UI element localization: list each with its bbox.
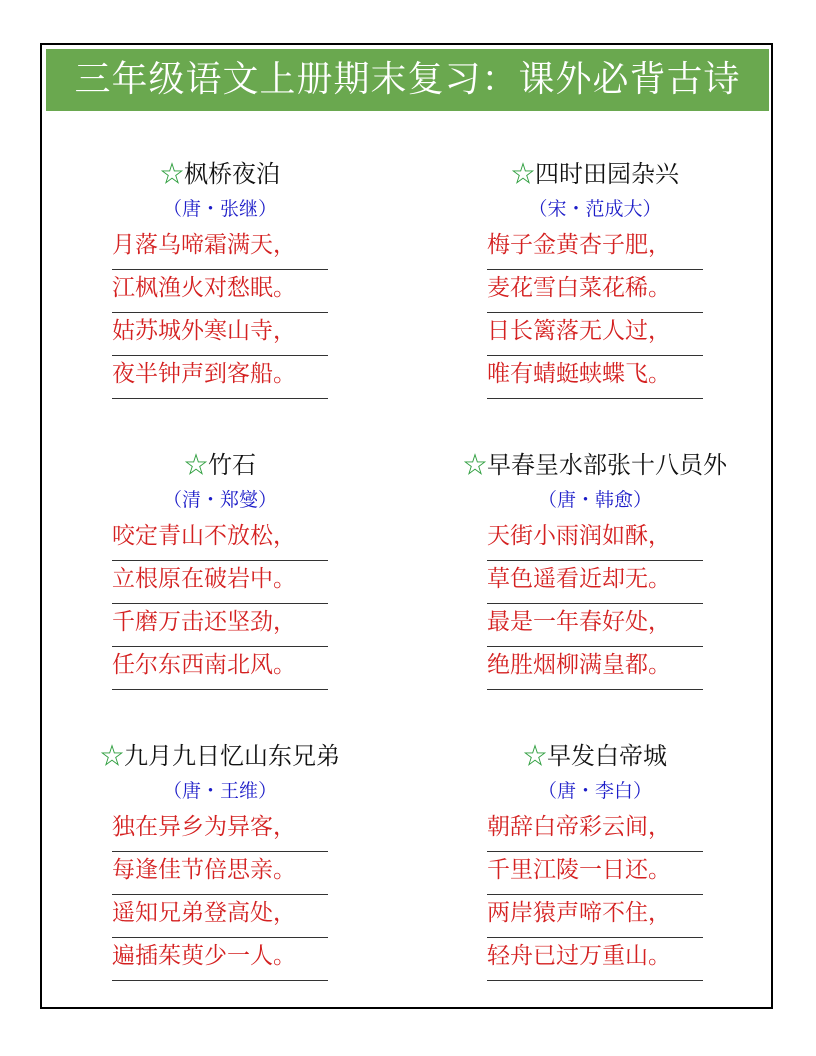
star-icon: ☆	[100, 742, 124, 770]
poem-line: 咬定青山不放松，	[112, 518, 328, 561]
poem-title: ☆四时田园杂兴	[511, 160, 679, 188]
poem-author: （清・郑燮）	[162, 489, 277, 511]
poem-line: 轻舟已过万重山。	[487, 938, 703, 981]
poem-line: 天街小雨润如酥，	[487, 518, 703, 561]
poem-line: 千磨万击还坚劲，	[112, 604, 328, 647]
poem-author: （唐・李白）	[537, 780, 652, 802]
poem-line: 日长篱落无人过，	[487, 313, 703, 356]
poem-title: ☆枫桥夜泊	[160, 160, 280, 188]
poem-line: 江枫渔火对愁眠。	[112, 270, 328, 313]
poem-line: 梅子金黄杏子肥，	[487, 227, 703, 270]
poem-fengqiao-yebo	[70, 157, 370, 399]
poem-author: （宋・范成大）	[528, 198, 662, 220]
poem-sishi-tianyuan-zaxing	[445, 157, 745, 399]
star-icon: ☆	[160, 160, 184, 188]
poem-title: ☆早春呈水部张十八员外	[463, 451, 727, 479]
poem-line: 遥知兄弟登高处，	[112, 895, 328, 938]
poem-line: 任尔东西南北风。	[112, 647, 328, 690]
page-title: 三年级语文上册期末复习：课外必背古诗	[46, 49, 769, 111]
poem-title: ☆竹石	[184, 451, 256, 479]
poem-line: 独在异乡为异客，	[112, 809, 328, 852]
poem-line: 两岸猿声啼不住，	[487, 895, 703, 938]
star-icon: ☆	[523, 742, 547, 770]
poem-zaofa-baidicheng	[445, 739, 745, 981]
poem-author: （唐・王维）	[162, 780, 277, 802]
poem-line: 最是一年春好处，	[487, 604, 703, 647]
poem-line: 草色遥看近却无。	[487, 561, 703, 604]
poem-author: （唐・韩愈）	[537, 489, 652, 511]
poem-line: 夜半钟声到客船。	[112, 356, 328, 399]
poem-line: 绝胜烟柳满皇都。	[487, 647, 703, 690]
poem-line: 麦花雪白菜花稀。	[487, 270, 703, 313]
star-icon: ☆	[184, 451, 208, 479]
poem-line: 唯有蜻蜓蛱蝶飞。	[487, 356, 703, 399]
poem-line: 遍插茱萸少一人。	[112, 938, 328, 981]
poem-title: ☆早发白帝城	[523, 742, 667, 770]
poem-zhushi	[70, 448, 370, 690]
poem-line: 立根原在破岩中。	[112, 561, 328, 604]
poem-author: （唐・张继）	[162, 198, 277, 220]
star-icon: ☆	[463, 451, 487, 479]
poem-line: 月落乌啼霜满天，	[112, 227, 328, 270]
poem-jiuyue-jiuri	[70, 739, 370, 981]
poem-title: ☆九月九日忆山东兄弟	[100, 742, 340, 770]
poem-zaochun	[445, 448, 745, 690]
poem-line: 姑苏城外寒山寺，	[112, 313, 328, 356]
poem-line: 朝辞白帝彩云间，	[487, 809, 703, 852]
poem-line: 千里江陵一日还。	[487, 852, 703, 895]
poem-line: 每逢佳节倍思亲。	[112, 852, 328, 895]
star-icon: ☆	[511, 160, 535, 188]
